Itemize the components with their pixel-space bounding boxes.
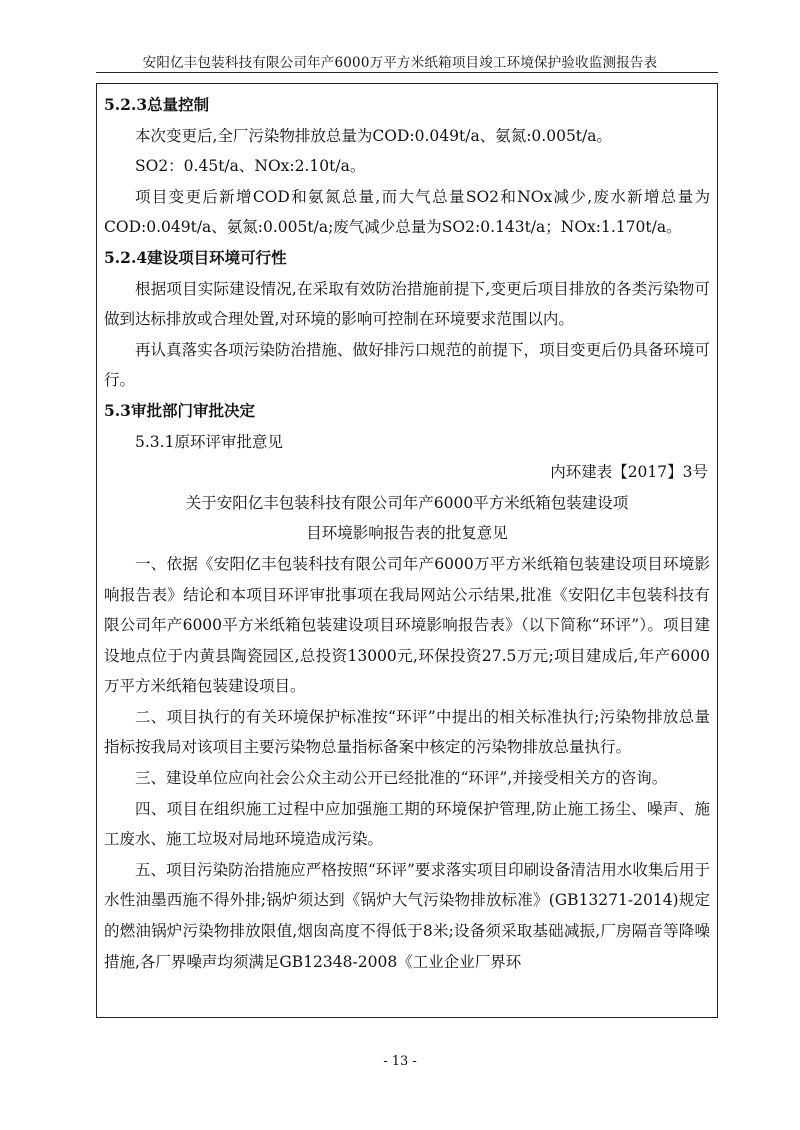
paragraph: SO2：0.45t/a、NOx:2.10t/a。 (135, 157, 366, 176)
paragraph: 本次变更后,全厂污染物排放总量为COD:0.049t/a、氨氮:0.005t/a。 (135, 126, 612, 145)
paragraph: 二、项目执行的有关环境保护标准按“环评”中提出的相关标准执行;污染物排放总量指标按我局对该项目主要污染物总量指标备案中核定的污染物排放总量执行。 (104, 707, 710, 757)
approval-title-line-2: 目环境影响报告表的批复意见 (306, 524, 508, 543)
approval-title-line-1: 关于安阳亿丰包装科技有限公司年产6000平方米纸箱包装建设项 (185, 493, 629, 512)
report-header: 安阳亿丰包装科技有限公司年产6000万平方米纸箱项目竣工环境保护验收监测报告表 (142, 55, 658, 71)
paragraph: 三、建设单位应向社会公众主动公开已经批准的“环评”,并接受相关方的咨询。 (135, 769, 668, 788)
paragraph: 项目变更后新增COD和氨氮总量,而大气总量SO2和NOx减少,废水新增总量为COD:0.049t/a、氨氮:0.005t/a;废气减少总量为SO2:0.143t/a；NOx:1.170t/a。 (104, 187, 710, 237)
document-number: 内环建表【2017】3号 (550, 463, 708, 482)
paragraph: 五、项目污染防治措施应严格按照“环评”要求落实项目印刷设备清洁用水收集后用于水性油墨西施不得外排;锅炉须达到《锅炉大气污染物排放标准》(GB13271-2014)规定的燃油锅炉污染物排放限值,烟囱高度不得低于8米;设备须采取基础减振,厂房隔音等降噪措施,各厂界噪声均须满足GB12348-2008《工业企业厂界环 (104, 860, 710, 971)
paragraph: 再认真落实各项污染防治措施、做好排污口规范的前提下，项目变更后仍具备环境可行。 (104, 340, 710, 390)
section-heading-feasibility: 5.2.4建设项目环境可行性 (104, 247, 287, 267)
section-heading-approval: 5.3审批部门审批决定 (104, 400, 255, 420)
paragraph: 根据项目实际建设情况,在采取有效防治措施前提下,变更后项目排放的各类污染物可做到达标排放或合理处置,对环境的影响可控制在环境要求范围以内。 (104, 279, 710, 329)
header-rule (96, 72, 718, 73)
section-heading-total-control: 5.2.3总量控制 (104, 95, 210, 114)
paragraph: 一、依据《安阳亿丰包装科技有限公司年产6000万平方米纸箱包装建设项目环境影响报告表》结论和本项目环评审批事项在我局网站公示结果,批准《安阳亿丰包装科技有限公司年产6000平方米纸箱包装建设项目环境影响报告表》（以下简称“环评”）。项目建设地点位于内黄县陶瓷园区,总投资13000元,环保投资27.5万元;项目建成后,年产6000万平方米纸箱包装建设项目。 (104, 554, 710, 696)
paragraph: 四、项目在组织施工过程中应加强施工期的环境保护管理,防止施工扬尘、噪声、施工废水、施工垃圾对局地环境造成污染。 (104, 799, 710, 849)
subsection-heading: 5.3.1原环评审批意见 (135, 432, 283, 451)
page-content (104, 90, 710, 977)
page-number: - 13 - (383, 1054, 417, 1069)
